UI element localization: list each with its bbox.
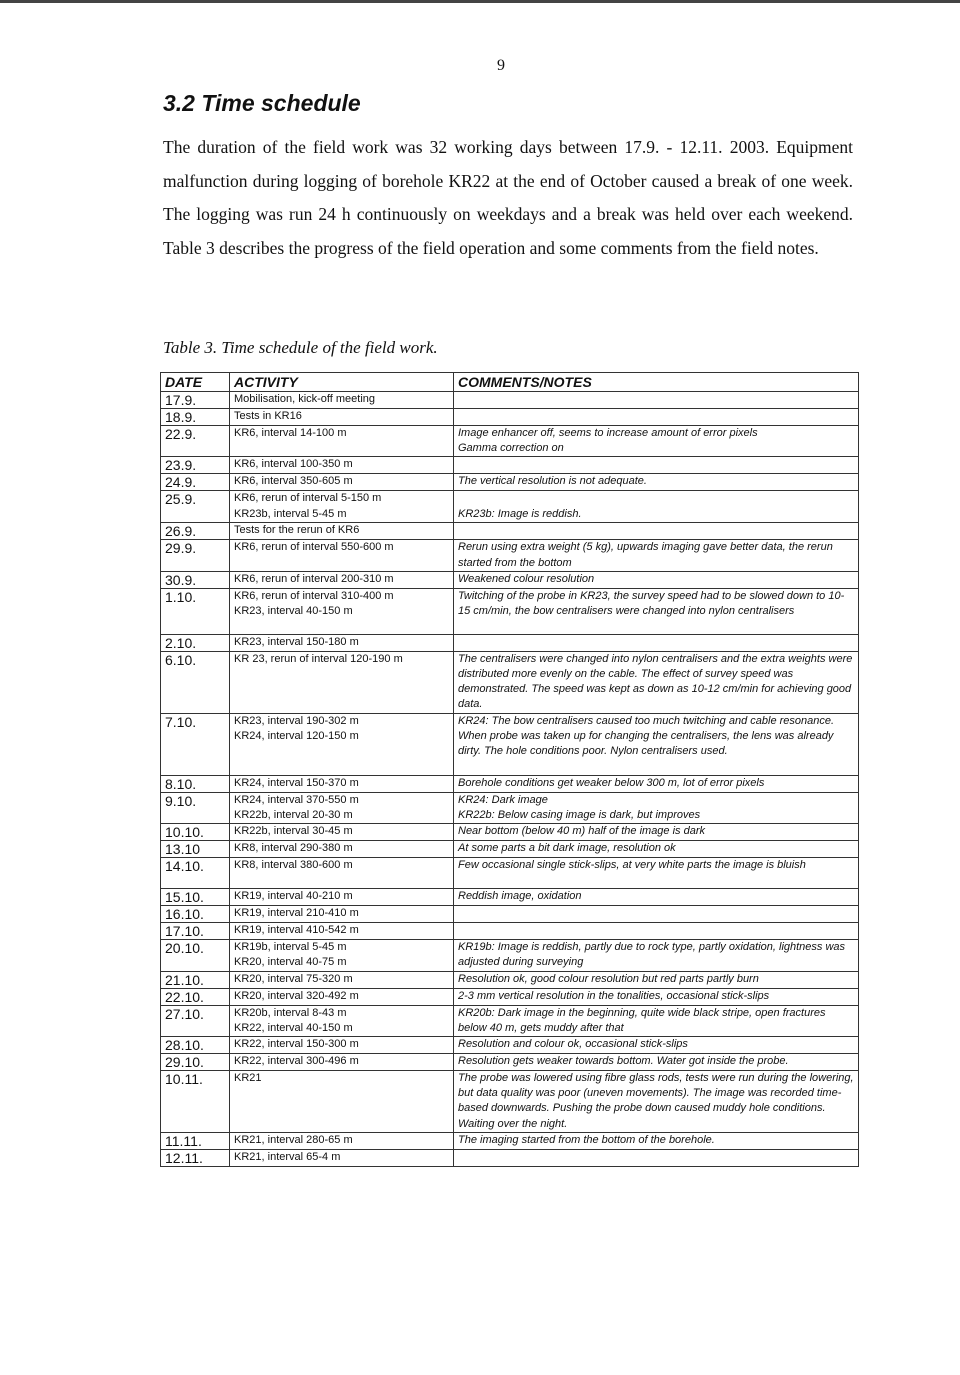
comment-cell: The imaging started from the bottom of the borehole. (454, 1133, 859, 1150)
table-row (161, 1054, 859, 1071)
table-row (161, 940, 859, 971)
activity-cell: KR8, interval 290-380 m (230, 841, 454, 858)
date-cell: 25.9. (161, 491, 230, 523)
comment-cell: Near bottom (below 40 m) half of the image is dark (454, 824, 859, 841)
activity-cell: KR19, interval 410-542 m (230, 923, 454, 940)
activity-cell: KR 23, rerun of interval 120-190 m (230, 651, 454, 713)
header-activity: ACTIVITY (230, 373, 454, 392)
activity-cell: KR23, interval 150-180 m (230, 634, 454, 651)
activity-cell: KR24, interval 370-550 m KR22b, interval 20-30 m (230, 792, 454, 823)
date-cell: 14.10. (161, 858, 230, 889)
comment-cell: Image enhancer off, seems to increase amount of error pixels Gamma correction on (454, 426, 859, 457)
date-cell: 6.10. (161, 651, 230, 713)
comment-cell: Rerun using extra weight (5 kg), upwards imaging gave better data, the rerun started from the bottom (454, 540, 859, 571)
date-cell: 21.10. (161, 971, 230, 988)
activity-cell: KR20, interval 75-320 m (230, 971, 454, 988)
comment-cell (454, 906, 859, 923)
table-row (161, 713, 859, 775)
table-header-row (161, 373, 859, 392)
table-row (161, 988, 859, 1005)
activity-cell: KR21 (230, 1071, 454, 1133)
comment-cell (454, 523, 859, 540)
activity-cell: KR22, interval 300-496 m (230, 1054, 454, 1071)
comment-cell: KR23b: Image is reddish. (454, 491, 859, 523)
activity-cell: KR6, interval 100-350 m (230, 457, 454, 474)
comment-cell: At some parts a bit dark image, resolution ok (454, 841, 859, 858)
table-row (161, 792, 859, 823)
date-cell: 20.10. (161, 940, 230, 971)
activity-cell: KR23, interval 190-302 m KR24, interval 120-150 m (230, 713, 454, 775)
activity-cell: KR22b, interval 30-45 m (230, 824, 454, 841)
table-row (161, 824, 859, 841)
comment-cell: The centralisers were changed into nylon centralisers and the extra weights were distributed more evenly on the cable. The effect of survey speed was demonstrated. The speed was kept as down as 10-12 cm/min for achieving good data. (454, 651, 859, 713)
comment-cell: Resolution and colour ok, occasional stick-slips (454, 1037, 859, 1054)
date-cell: 9.10. (161, 792, 230, 823)
table-row (161, 409, 859, 426)
comment-cell (454, 409, 859, 426)
activity-cell: KR6, rerun of interval 310-400 m KR23, interval 40-150 m (230, 588, 454, 634)
comment-cell (454, 923, 859, 940)
date-cell: 11.11. (161, 1133, 230, 1150)
comment-cell: Twitching of the probe in KR23, the survey speed had to be slowed down to 10-15 cm/min, the bow centralisers were changed into nylon centralisers (454, 588, 859, 634)
activity-cell: KR19b, interval 5-45 m KR20, interval 40-75 m (230, 940, 454, 971)
date-cell: 10.10. (161, 824, 230, 841)
date-cell: 26.9. (161, 523, 230, 540)
comment-cell (454, 1150, 859, 1167)
activity-cell: Mobilisation, kick-off meeting (230, 392, 454, 409)
table-row (161, 858, 859, 889)
date-cell: 1.10. (161, 588, 230, 634)
activity-cell: KR6, rerun of interval 200-310 m (230, 571, 454, 588)
date-cell: 22.10. (161, 988, 230, 1005)
date-cell: 10.11. (161, 1071, 230, 1133)
date-cell: 2.10. (161, 634, 230, 651)
comment-cell: Resolution gets weaker towards bottom. Water got inside the probe. (454, 1054, 859, 1071)
table-row (161, 634, 859, 651)
table-row (161, 923, 859, 940)
date-cell: 16.10. (161, 906, 230, 923)
activity-cell: KR6, rerun of interval 5-150 m KR23b, interval 5-45 m (230, 491, 454, 523)
activity-cell: KR19, interval 210-410 m (230, 906, 454, 923)
table-row (161, 540, 859, 571)
table-row (161, 1071, 859, 1133)
comment-cell (454, 634, 859, 651)
table-row (161, 426, 859, 457)
body-paragraph: The duration of the field work was 32 working days between 17.9. - 12.11. 2003. Equipment malfunction during logging of borehole KR22 at the end of October caused a break of one week. The logging was run 24 h continuously on weekdays and a break was held over each weekend. Table 3 describes the progress of the field operation and some comments from the field notes. (163, 137, 853, 258)
table-row (161, 906, 859, 923)
activity-cell: KR22, interval 150-300 m (230, 1037, 454, 1054)
date-cell: 7.10. (161, 713, 230, 775)
date-cell: 29.9. (161, 540, 230, 571)
comment-cell: KR24: The bow centralisers caused too much twitching and cable resonance. When probe was taken up for changing the centralisers, the lens was already dirty. The hole conditions poor. Nylon centralisers used. (454, 713, 859, 775)
date-cell: 17.9. (161, 392, 230, 409)
table-row (161, 1150, 859, 1167)
date-cell: 13.10 (161, 841, 230, 858)
header-comments: COMMENTS/NOTES (454, 373, 859, 392)
comment-cell: Resolution ok, good colour resolution but red parts partly burn (454, 971, 859, 988)
table-row (161, 775, 859, 792)
section-heading: 3.2 Time schedule (163, 90, 361, 116)
activity-cell: Tests for the rerun of KR6 (230, 523, 454, 540)
table-row (161, 1005, 859, 1036)
comment-cell: KR19b: Image is reddish, partly due to rock type, partly oxidation, lightness was adjusted during surveying (454, 940, 859, 971)
comment-cell: The vertical resolution is not adequate. (454, 474, 859, 491)
comment-cell: KR24: Dark image KR22b: Below casing image is dark, but improves (454, 792, 859, 823)
table-caption: Table 3. Time schedule of the field work. (163, 338, 438, 357)
activity-cell: KR20b, interval 8-43 m KR22, interval 40-150 m (230, 1005, 454, 1036)
date-cell: 18.9. (161, 409, 230, 426)
activity-cell: KR8, interval 380-600 m (230, 858, 454, 889)
table-row (161, 491, 859, 523)
activity-cell: KR6, interval 350-605 m (230, 474, 454, 491)
activity-cell: KR24, interval 150-370 m (230, 775, 454, 792)
top-rule (0, 0, 960, 3)
table-row (161, 889, 859, 906)
date-cell: 8.10. (161, 775, 230, 792)
comment-cell: Few occasional single stick-slips, at very white parts the image is bluish (454, 858, 859, 889)
table-row (161, 841, 859, 858)
table-row (161, 1037, 859, 1054)
table-row (161, 474, 859, 491)
time-schedule-table (160, 372, 859, 1167)
date-cell: 24.9. (161, 474, 230, 491)
date-cell: 28.10. (161, 1037, 230, 1054)
date-cell: 15.10. (161, 889, 230, 906)
table-row (161, 971, 859, 988)
table-row (161, 1133, 859, 1150)
date-cell: 17.10. (161, 923, 230, 940)
comment-cell: 2-3 mm vertical resolution in the tonalities, occasional stick-slips (454, 988, 859, 1005)
table-row (161, 571, 859, 588)
table-row (161, 588, 859, 634)
date-cell: 29.10. (161, 1054, 230, 1071)
page-number: 9 (497, 57, 505, 74)
header-date: DATE (161, 373, 230, 392)
activity-cell: KR19, interval 40-210 m (230, 889, 454, 906)
comment-cell (454, 457, 859, 474)
date-cell: 23.9. (161, 457, 230, 474)
date-cell: 30.9. (161, 571, 230, 588)
activity-cell: KR6, interval 14-100 m (230, 426, 454, 457)
comment-cell: KR20b: Dark image in the beginning, quite wide black stripe, open fractures below 40 m, gets muddy after that (454, 1005, 859, 1036)
table-row (161, 523, 859, 540)
table-row (161, 651, 859, 713)
activity-cell: KR6, rerun of interval 550-600 m (230, 540, 454, 571)
comment-cell: Weakened colour resolution (454, 571, 859, 588)
comment-cell: The probe was lowered using fibre glass rods, tests were run during the lowering, but data quality was poor (uneven movements). The image was recorded time-based downwards. Pushing the probe down caused muddy hole conditions. Waiting over the night. (454, 1071, 859, 1133)
comment-cell: Reddish image, oxidation (454, 889, 859, 906)
date-cell: 27.10. (161, 1005, 230, 1036)
activity-cell: KR21, interval 65-4 m (230, 1150, 454, 1167)
activity-cell: Tests in KR16 (230, 409, 454, 426)
table-row (161, 457, 859, 474)
comment-cell (454, 392, 859, 409)
comment-cell: Borehole conditions get weaker below 300 m, lot of error pixels (454, 775, 859, 792)
activity-cell: KR21, interval 280-65 m (230, 1133, 454, 1150)
date-cell: 22.9. (161, 426, 230, 457)
table-row (161, 392, 859, 409)
date-cell: 12.11. (161, 1150, 230, 1167)
activity-cell: KR20, interval 320-492 m (230, 988, 454, 1005)
